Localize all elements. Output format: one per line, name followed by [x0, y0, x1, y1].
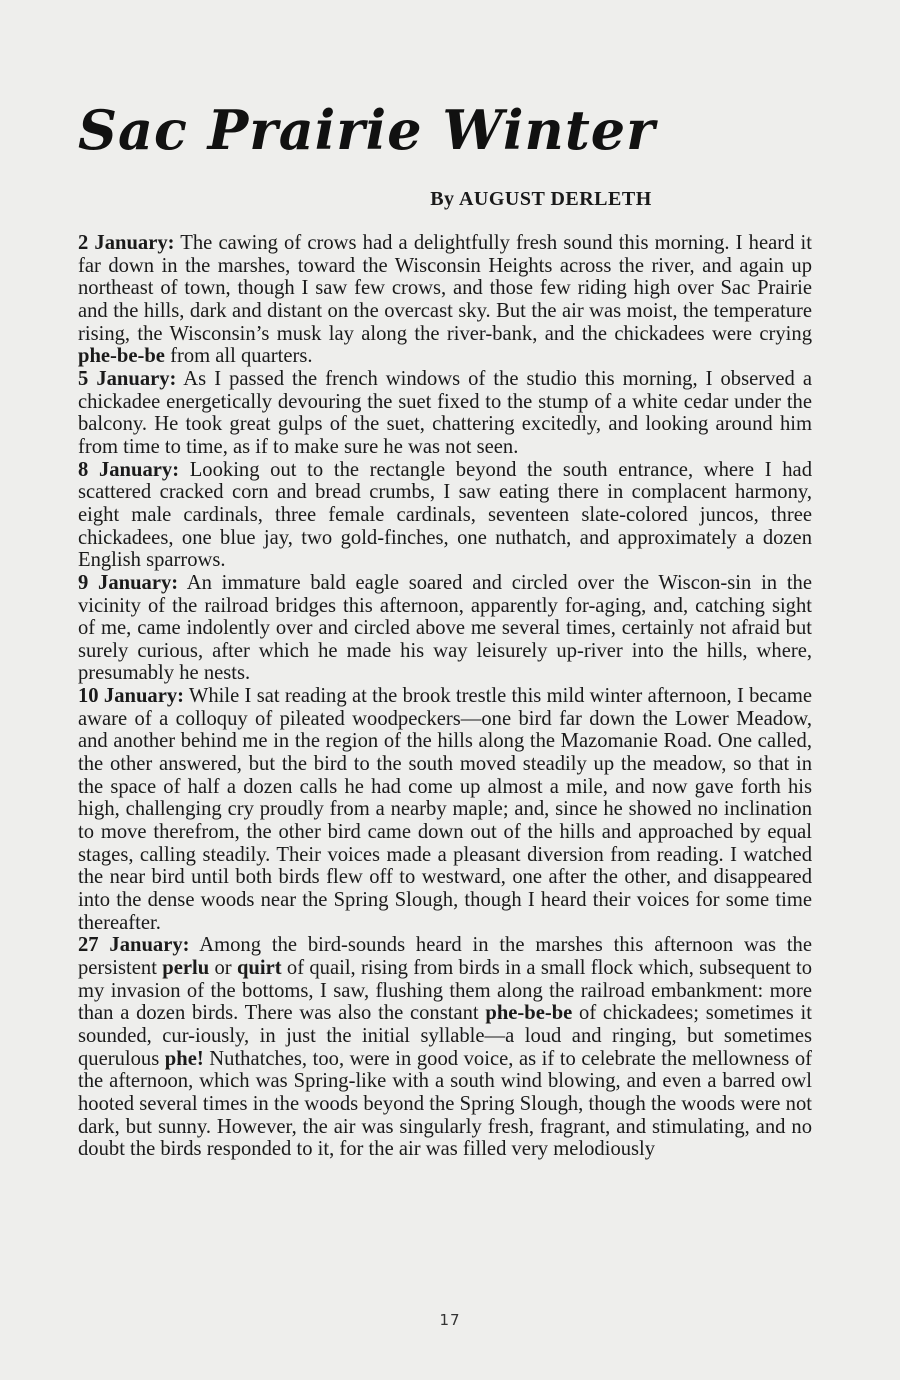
entry-text: Nuthatches, too, were in good voice, as if to celebrate the mellowness of the afternoon, which was Spring-like with a south wind blowing, and even a barred owl hooted several times in the woods beyond the Spring Slough, though the woods were not dark, but sunny. However, the air was singularly fresh, fragrant, and stimulating, and no doubt the birds responded to it, for the air was filled very melodiously: [78, 1047, 812, 1161]
bird-call: quirt: [236, 957, 282, 979]
article-body: [78, 232, 812, 1161]
entry-text: While I sat reading at the brook trestle this mild winter afternoon, I became aware of a colloquy of pileated woodpeckers—one bird far down the Lower Meadow, and another behind me in the region of the hills along the Mazomanie Road. One called, the other answered, but the bird to the south moved steadily up the meadow, so that in the space of half a dozen calls he had come up almost a mile, and now gave forth his high, challenging cry proudly from a nearby maple; and, since he showed no inclination to move therefrom, the other bird came down out of the hills and approached by equal stages, calling steadily. Their voices made a pleasant diversion from reading. I watched the near bird until both birds flew off to westward, one after the other, and disappeared into the dense woods near the Spring Slough, though I heard their voices for some time thereafter.: [78, 685, 812, 934]
bird-call: phe!: [164, 1047, 204, 1070]
journal-entry: [78, 232, 812, 368]
entry-text: Among the bird-sounds heard in the marshes this afternoon was the persistent: [78, 934, 812, 979]
article-title: Sac Prairie Winter: [78, 98, 656, 162]
journal-entry: [78, 934, 812, 1161]
byline: [0, 188, 900, 211]
entry-text: of chickadees; sometimes it sounded, cur-iously, in just the initial syllable—a loud and ringing, but sometimes querulous: [78, 1002, 812, 1070]
entry-date: 9 January:: [78, 571, 179, 594]
entry-date: 27 January:: [78, 934, 190, 957]
entry-date: 8 January:: [78, 458, 180, 481]
entry-date: 2 January:: [78, 232, 175, 254]
bird-call: phe-be-be: [78, 345, 165, 368]
bird-call: phe-be-be: [485, 1002, 573, 1025]
entry-date: 5 January:: [78, 367, 177, 390]
journal-entry: [78, 572, 812, 685]
page-number: 17: [439, 1311, 461, 1329]
byline-prefix: By: [430, 188, 455, 210]
journal-entry: [78, 368, 812, 459]
bird-call: perlu: [162, 957, 210, 979]
journal-entry: [78, 459, 812, 572]
entry-text: As I passed the french windows of the studio this morning, I observed a chickadee energetically devouring the suet fixed to the stump of a white cedar under the balcony. He took great gulps of the suet, chattering excitedly, and looking around him from time to time, as if to make sure he was not seen.: [78, 367, 812, 458]
entry-text: The cawing of crows had a delightfully fresh sound this morning. I heard it far down in the marshes, toward the Wisconsin Heights across the river, and again up northeast of town, though I saw few crows, and those few riding high over Sac Prairie and the hills, dark and distant on the overcast sky. But the air was moist, the temperature rising, the Wisconsin’s musk lay along the river-bank, and the chickadees were crying: [78, 232, 812, 345]
entry-date: 10 January:: [78, 685, 184, 708]
entry-text: from all quarters.: [164, 345, 313, 368]
journal-entry: [78, 685, 812, 934]
entry-text: of quail, rising from birds in a small flock which, subsequent to my invasion of the bottoms, I saw, flushing them along the railroad embankment: more than a dozen birds. There was also the constant: [78, 957, 813, 1025]
entry-text: Looking out to the rectangle beyond the south entrance, where I had scattered cracked corn and bread crumbs, I saw eating there in complacent harmony, eight male cardinals, three female cardinals, seventeen slate-colored juncos, three chickadees, one blue jay, two gold-finches, one nuthatch, and approximately a dozen English sparrows.: [78, 458, 812, 572]
entry-text: or: [209, 957, 237, 979]
entry-text: An immature bald eagle soared and circled over the Wiscon-sin in the vicinity of the railroad bridges this afternoon, apparently for-aging, and, catching sight of me, came indolently over and circled above me several times, certainly not afraid but surely curious, after which he made his way leisurely up-river into the hills, where, presumably he nests.: [78, 571, 812, 685]
author-name: AUGUST DERLETH: [458, 188, 652, 210]
